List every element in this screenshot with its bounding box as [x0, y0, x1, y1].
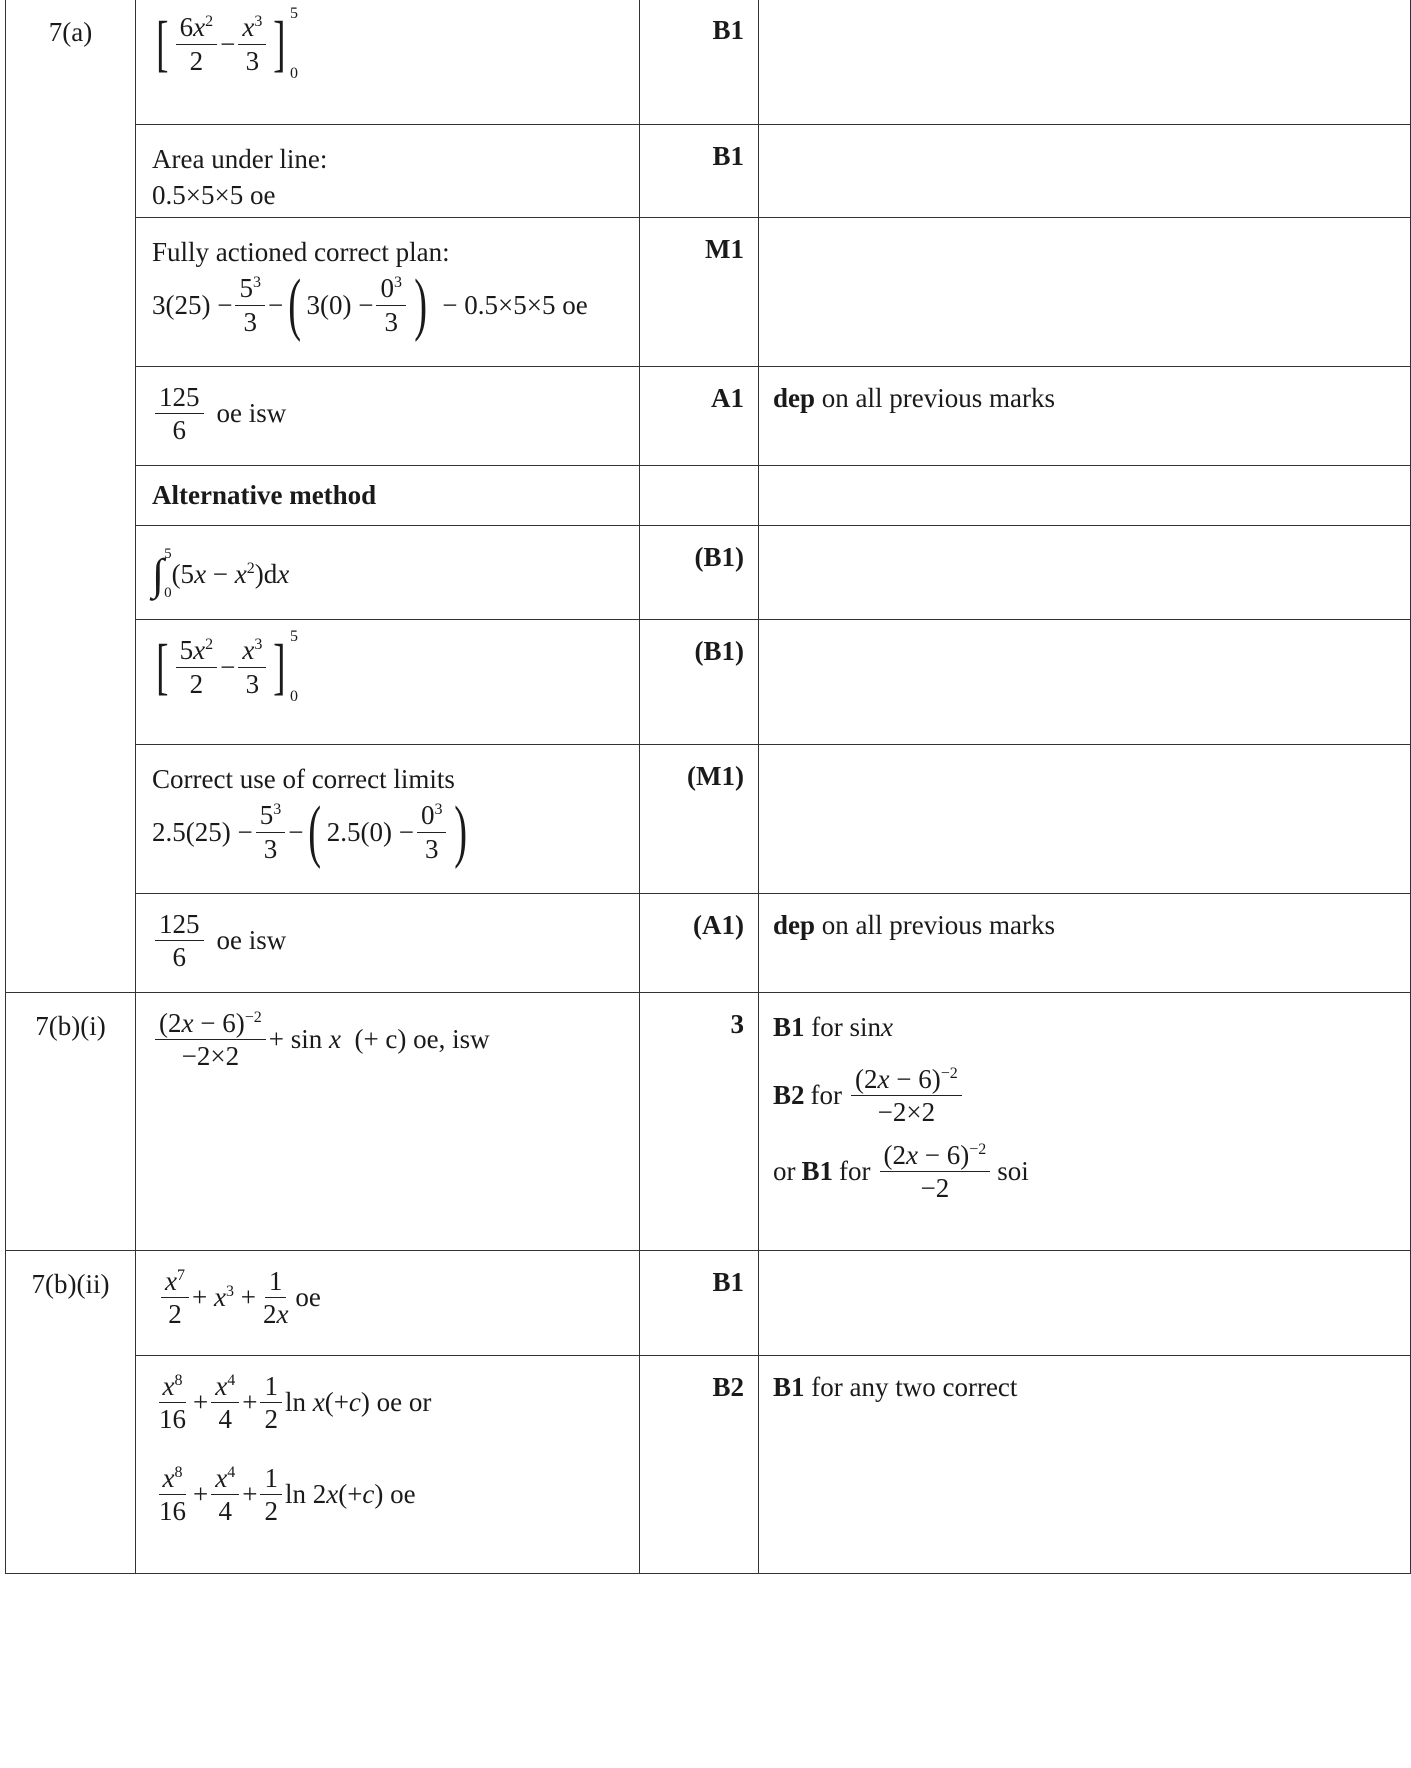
guidance [759, 466, 1411, 526]
guidance [759, 0, 1411, 125]
guidance-bold: B1 [773, 1012, 805, 1042]
guidance-line: B1 for sinx [773, 1012, 893, 1042]
mark: (M1) [640, 745, 759, 894]
expr-part: oe isw [216, 925, 287, 956]
answer-cell [136, 125, 640, 218]
guidance-text: for sin [811, 1012, 882, 1042]
answer-cell [136, 620, 640, 745]
guidance-bold: B1 [801, 1156, 834, 1187]
expr-part: 3(25) − [152, 289, 233, 320]
guidance [759, 894, 1411, 993]
expr-part: oe [295, 1282, 321, 1313]
expr-part: − 0.5×5×5 oe [442, 289, 588, 320]
math-expression: [ $\frac{5x^2}{2}$ − $\frac{x^3}{3}$ ] 5 0 [156, 628, 299, 705]
table-row [6, 466, 1411, 526]
answer-expression: 0.5×5×5 oe [152, 180, 276, 210]
guidance-bold: dep [773, 910, 816, 940]
answer-cell [136, 367, 640, 466]
mark: B1 [640, 1251, 759, 1356]
guidance [759, 620, 1411, 745]
answer-cell [136, 993, 640, 1251]
guidance-line: or B1 for $\frac{(2x - 6)^{-2}}{-2}$ soi [773, 1139, 1029, 1204]
table-row [6, 993, 1411, 1251]
section-heading: Alternative method [152, 480, 377, 510]
expr-part: 2.5(0) − [326, 816, 414, 847]
table-row [6, 218, 1411, 367]
mark: B1 [640, 0, 759, 125]
answer-cell [136, 1356, 640, 1574]
table-row [6, 367, 1411, 466]
math-expression: $\frac{x^7}{2}$ + $x^3$ + $\frac{1}{2x}$ oe [158, 1267, 639, 1329]
guidance [759, 367, 1411, 466]
guidance [759, 526, 1411, 620]
guidance-text: for [810, 1080, 842, 1111]
guidance [759, 1356, 1411, 1574]
guidance-text: soi [997, 1156, 1029, 1187]
question-number: 7(b)(i) [6, 993, 136, 1251]
mark-scheme-table [5, 0, 1411, 1574]
math-expression: $\frac{(2x - 6)^{-2}}{-2\times 2}$ + sin x (+ c) oe, isw [152, 1009, 639, 1071]
guidance [759, 125, 1411, 218]
expr-part: 3(0) − [306, 289, 374, 320]
mark: (A1) [640, 894, 759, 993]
math-expression: $\frac{x^8}{16}$ + $\frac{x^4}{4}$ + $\frac{1}{2}$ ln x(+c) oe or [159, 1371, 432, 1435]
mark: (B1) [640, 620, 759, 745]
math-expression: $\frac{125}{6}$ oe isw [152, 383, 639, 445]
guidance [759, 218, 1411, 367]
guidance-text: for [839, 1156, 871, 1187]
guidance-text: on all previous marks [821, 383, 1055, 413]
mark: (B1) [640, 526, 759, 620]
mark: A1 [640, 367, 759, 466]
expr-part: oe or [376, 1387, 432, 1418]
mark: B2 [640, 1356, 759, 1574]
answer-cell [136, 466, 640, 526]
answer-cell [136, 0, 640, 125]
math-expression: ∫ 5 0 $(5x - x^2)dx$ [152, 546, 290, 601]
answer-text: Fully actioned correct plan: [152, 237, 450, 267]
guidance-bold: dep [773, 383, 816, 413]
guidance-text: on all previous marks [821, 910, 1055, 940]
guidance [759, 993, 1411, 1251]
table-row [6, 1356, 1411, 1574]
guidance [759, 1251, 1411, 1356]
mark [640, 466, 759, 526]
expr-part: oe [390, 1479, 416, 1510]
expr-part: oe isw [216, 398, 287, 429]
table-row [6, 894, 1411, 993]
math-expression: 2.5(25) − $\frac{5^3}{3}$ − ( 2.5(0) − $\frac{0^3}{3}$ ) [152, 793, 468, 870]
answer-cell [136, 894, 640, 993]
answer-cell [136, 745, 640, 894]
guidance [759, 745, 1411, 894]
mark: M1 [640, 218, 759, 367]
answer-cell [136, 1251, 640, 1356]
math-expression: $\frac{125}{6}$ oe isw [152, 910, 639, 972]
math-expression: 3(25) − $\frac{5^3}{3}$ − ( 3(0) − $\frac{0^3}{3}$ ) − 0.5×5×5 oe [152, 266, 588, 343]
expr-part: (+ c) oe, isw [354, 1024, 490, 1055]
answer-cell [136, 218, 640, 367]
guidance-bold: B1 [773, 1372, 805, 1402]
mark: B1 [640, 125, 759, 218]
math-expression: $\frac{x^8}{16}$ + $\frac{x^4}{4}$ + $\frac{1}{2}$ ln 2x(+c) oe [159, 1462, 416, 1527]
guidance-text: or [773, 1156, 796, 1187]
mark: 3 [640, 993, 759, 1251]
question-number: 7(a) [6, 0, 136, 993]
math-expression: [ $\frac{6x^2}{2}$ − $\frac{x^3}{3}$ ] 5 0 [156, 5, 299, 82]
table-row [6, 620, 1411, 745]
expr-part: 2.5(25) − [152, 816, 253, 847]
table-row [6, 745, 1411, 894]
table-row [6, 0, 1411, 125]
guidance-bold: B2 [773, 1080, 805, 1111]
guidance-line: B2 for $\frac{(2x - 6)^{-2}}{-2\times 2}$ [773, 1065, 1410, 1127]
answer-cell [136, 526, 640, 620]
answer-text: Correct use of correct limits [152, 764, 455, 794]
guidance-text: for any two correct [811, 1372, 1018, 1402]
question-number: 7(b)(ii) [6, 1251, 136, 1574]
table-row [6, 1251, 1411, 1356]
table-row [6, 526, 1411, 620]
table-row [6, 125, 1411, 218]
answer-text: Area under line: [152, 144, 328, 174]
